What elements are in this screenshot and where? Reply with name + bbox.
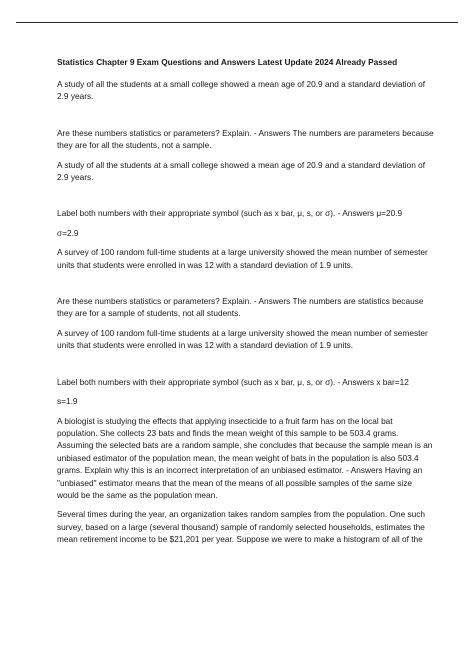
document-title: Statistics Chapter 9 Exam Questions and Answers Latest Update 2024 Already Passed: [57, 57, 398, 67]
question-paragraph: A survey of 100 random full-time students at a large university showed the mean number of semester units that students were enrolled in was 12 with a standard deviation of 1.9 units.: [57, 247, 428, 270]
question-paragraph: A survey of 100 random full-time students at a large university showed the mean number of semester units that students were enrolled in was 12 with a standard deviation of 1.9 units.: [57, 327, 428, 351]
document-body: [57, 56, 435, 553]
question-paragraph: A study of all the students at a small college showed a mean age of 20.9 and a standard deviation of 2.9 years.: [57, 79, 426, 102]
answer-paragraph: Label both numbers with their appropriate symbol (such as x bar, μ, s, or σ). - Answers x bar=12: [57, 376, 409, 387]
spacer: [57, 359, 435, 376]
answer-continuation: s=1.9: [57, 396, 78, 407]
question-paragraph: Several times during the year, an organization takes random samples from the population. One such survey, based on a large (several thousand) sample of randomly selected households, estimates the mean retirement income to be $21,201 per year. Suppose we were to make a histogram of all of the: [57, 509, 426, 545]
question-paragraph: A study of all the students at a small college showed a mean age of 20.9 and a standard deviation of 2.9 years.: [57, 159, 426, 183]
answer-paragraph: Are these numbers statistics or parameters? Explain. - Answers The numbers are parameters because they are for all the students, not a sample.: [57, 127, 434, 151]
answer-continuation: σ=2.9: [57, 227, 79, 238]
question-answer-paragraph: A biologist is studying the effects that applying insecticide to a fruit farm has on the local bat population. She collects 23 bats and finds the mean weight of this sample to be 503.4 grams. Assuming the selected bats are a random sample, she concludes that because the sample mean is an unbiased estimator of the population mean, the mean weight of bats in the population is also 503.4 grams. Explain why this is an incorrect interpretation of an unbiased estimator. - Answers Having an "unbiased" estimator means that the mean of the means of all possible samples of the same size would be the same as the population mean.: [57, 415, 433, 500]
header-rule: [16, 22, 458, 23]
answer-paragraph: Are these numbers statistics or parameters? Explain. - Answers The numbers are statistics because they are for a sample of students, not all students.: [57, 296, 424, 319]
spacer: [57, 110, 435, 127]
spacer: [57, 278, 435, 295]
spacer: [57, 190, 435, 207]
answer-paragraph: Label both numbers with their appropriate symbol (such as x bar, μ, s, or σ). - Answers μ=20.9: [57, 208, 403, 219]
